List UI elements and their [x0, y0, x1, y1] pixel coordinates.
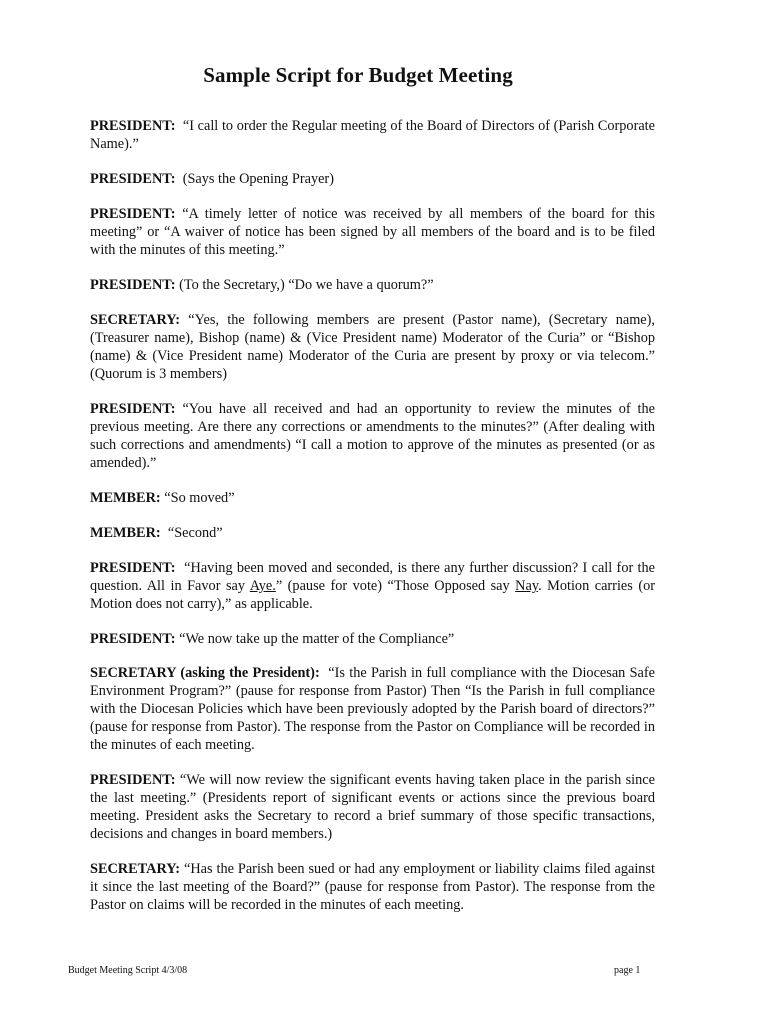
script-paragraph: [90, 276, 655, 294]
script-paragraph: [90, 489, 655, 507]
script-paragraph: [90, 664, 655, 754]
script-paragraph: [90, 170, 655, 188]
dialogue-text: “Having been moved and seconded, is there any further discussion? I call for the question. All in Favor say: [90, 560, 656, 594]
speaker-label: PRESIDENT:: [90, 401, 176, 417]
script-paragraph: [90, 630, 655, 648]
script-paragraph: [90, 524, 655, 542]
page-title: Sample Script for Budget Meeting: [203, 63, 513, 87]
script-paragraph: [90, 771, 655, 843]
speaker-label: PRESIDENT:: [90, 206, 176, 222]
meeting-script: [90, 117, 655, 931]
script-paragraph: [90, 205, 655, 259]
speaker-label: PRESIDENT:: [90, 277, 176, 293]
dialogue-text: (To the Secretary,) “Do we have a quorum?”: [179, 277, 434, 293]
dialogue-text: (Says the Opening Prayer): [182, 171, 334, 187]
script-paragraph: [90, 117, 655, 153]
dialogue-text: “You have all received and had an opportunity to review the minutes of the previous meeting. Are there any corrections or amendments to the minutes?” (After dealing with such corrections and amendments) “I call a motion to approve of the minutes as presented (or as amended).”: [90, 401, 655, 471]
script-paragraph: [90, 311, 655, 383]
script-paragraph: [90, 559, 655, 613]
speaker-label: MEMBER:: [90, 525, 161, 541]
dialogue-text: “Is the Parish in full compliance with the Diocesan Safe Environment Program?” (pause for response from Pastor) Then “Is the Parish in full compliance with the Diocesan Policies which have been previously adopted by the Parish board of directors?” (pause for response from Pastor). The response from the Pastor on Compliance will be recorded in the minutes of each meeting.: [90, 665, 655, 753]
vote-nay-underline: Nay: [515, 578, 539, 594]
speaker-label: SECRETARY (asking the President):: [90, 665, 320, 681]
dialogue-text: “I call to order the Regular meeting of the Board of Directors of (Parish Corporate Name).”: [90, 118, 656, 152]
script-paragraph: [90, 860, 655, 914]
dialogue-text: “Second”: [167, 525, 223, 541]
speaker-label: SECRETARY:: [90, 312, 181, 328]
dialogue-text: “A timely letter of notice was received by all members of the board for this meeting” or “A waiver of notice has been signed by all members of the board and is to be filed with the minutes of this meeting.”: [90, 206, 655, 258]
dialogue-text: “We now take up the matter of the Compliance”: [179, 631, 455, 647]
dialogue-text: “Has the Parish been sued or had any employment or liability claims filed against it since the last meeting of the Board?” (pause for response from Pastor). The response from the Pastor on claims will be recorded in the minutes of each meeting.: [90, 861, 655, 913]
dialogue-text: “So moved”: [164, 490, 235, 506]
speaker-label: PRESIDENT:: [90, 772, 176, 788]
footer-page-number: page 1: [614, 965, 641, 976]
speaker-label: PRESIDENT:: [90, 118, 176, 134]
vote-aye-underline: Aye.: [249, 578, 276, 594]
dialogue-text: ” (pause for vote) “Those Opposed say: [275, 578, 516, 594]
dialogue-text: “We will now review the significant events having taken place in the parish since the last meeting.” (Presidents report of significant events or actions since the previous board meeting. President asks the Secretary to record a brief summary of those specific transactions, decisions and changes in board members.): [90, 772, 655, 842]
speaker-label: SECRETARY:: [90, 861, 181, 877]
footer-document-label: Budget Meeting Script 4/3/08: [68, 965, 188, 976]
speaker-label: PRESIDENT:: [90, 171, 176, 187]
dialogue-text: “Yes, the following members are present (Pastor name), (Secretary name), (Treasurer name), Bishop (name) & (Vice President name) Moderator of the Curia” or “Bishop (name) & (Vice President name) Moderator of the Curia are present by proxy or via telecom.” (Quorum is 3 members): [90, 312, 655, 382]
speaker-label: PRESIDENT:: [90, 631, 176, 647]
script-paragraph: [90, 400, 655, 472]
speaker-label: MEMBER:: [90, 490, 161, 506]
speaker-label: PRESIDENT:: [90, 560, 176, 576]
dialogue-text: . Motion carries (or Motion does not carry),” as applicable.: [90, 578, 655, 612]
